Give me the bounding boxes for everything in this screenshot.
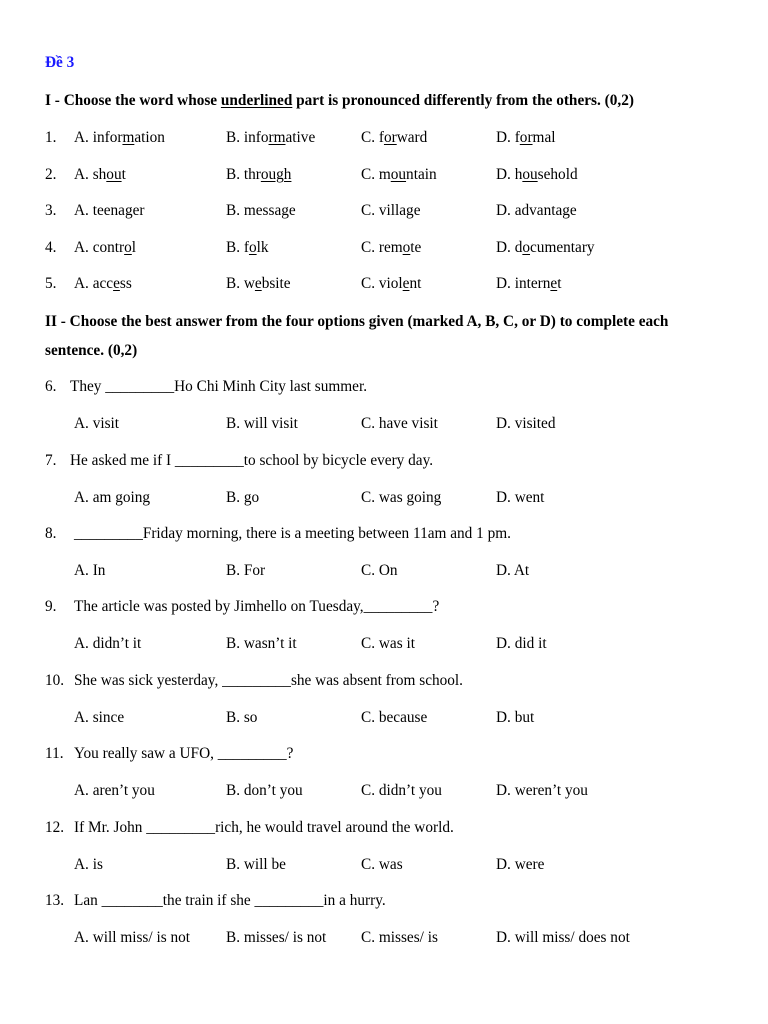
option-a: A. control — [74, 239, 137, 256]
option-b: B. will be — [226, 856, 286, 873]
question-number: 2. — [45, 166, 57, 183]
question-number: 8. — [45, 525, 57, 542]
question-number: 11. — [45, 745, 64, 762]
option-b: B. message — [226, 202, 296, 219]
section-1-heading-post: part is pronounced differently from the others. (0,2) — [292, 92, 634, 109]
question-stem: Lan ________the train if she _________in a hurry. — [74, 892, 386, 909]
option-c: C. remote — [361, 239, 422, 256]
option-c: C. have visit — [361, 415, 438, 432]
option-d: D. formal — [496, 129, 556, 146]
option-a: A. visit — [74, 415, 120, 432]
option-b: B. will visit — [226, 415, 298, 432]
question-number: 13. — [45, 892, 65, 909]
option-c: C. was it — [361, 635, 415, 652]
section-2-heading-line-2: sentence. (0,2) — [45, 342, 138, 359]
option-d: D. documentary — [496, 239, 595, 256]
option-c: C. because — [361, 709, 428, 726]
question-number: 12. — [45, 819, 65, 836]
option-c: C. violent — [361, 275, 422, 292]
option-b: B. folk — [226, 239, 269, 256]
question-number: 4. — [45, 239, 57, 256]
option-d: D. At — [496, 562, 530, 579]
option-d: D. advantage — [496, 202, 577, 219]
option-a: A. am going — [74, 489, 151, 506]
section-2-heading-line-1: II - Choose the best answer from the four options given (marked A, B, C, or D) to complete each — [45, 313, 669, 330]
option-b: B. go — [226, 489, 260, 506]
option-a: A. teenager — [74, 202, 145, 219]
option-b: B. so — [226, 709, 258, 726]
question-number: 1. — [45, 129, 57, 146]
question-number: 6. — [45, 378, 57, 395]
option-d: D. but — [496, 709, 535, 726]
option-c: C. was going — [361, 489, 442, 506]
option-a: A. aren’t you — [74, 782, 155, 799]
question-stem: She was sick yesterday, _________she was absent from school. — [74, 672, 464, 689]
option-d: D. went — [496, 489, 545, 506]
option-b: B. misses/ is not — [226, 929, 327, 946]
question-number: 3. — [45, 202, 57, 219]
option-b: B. website — [226, 275, 291, 292]
option-d: D. internet — [496, 275, 562, 292]
section-1-heading — [45, 91, 634, 111]
option-b: B. wasn’t it — [226, 635, 297, 652]
section-1-heading-pre: I - Choose the word whose — [45, 92, 221, 109]
page-title: Đề 3 — [45, 54, 75, 71]
option-c: C. village — [361, 202, 421, 219]
option-d: D. weren’t you — [496, 782, 588, 799]
question-number: 9. — [45, 598, 57, 615]
option-d: D. were — [496, 856, 545, 873]
option-a: A. didn’t it — [74, 635, 142, 652]
question-number: 10. — [45, 672, 65, 689]
option-a: A. access — [74, 275, 132, 292]
option-a: A. is — [74, 856, 103, 873]
option-c: C. didn’t you — [361, 782, 442, 799]
option-d: D. did it — [496, 635, 547, 652]
option-c: C. was — [361, 856, 403, 873]
question-stem: If Mr. John _________rich, he would travel around the world. — [74, 819, 454, 836]
option-c: C. mountain — [361, 166, 437, 183]
option-a: A. In — [74, 562, 106, 579]
question-stem: They _________Ho Chi Minh City last summer. — [70, 378, 368, 395]
option-b: B. through — [226, 166, 292, 183]
option-c: C. misses/ is — [361, 929, 438, 946]
question-stem: You really saw a UFO, _________? — [74, 745, 294, 762]
option-b: B. don’t you — [226, 782, 303, 799]
question-stem: _________Friday morning, there is a meeting between 11am and 1 pm. — [74, 525, 511, 542]
option-a: A. will miss/ is not — [74, 929, 191, 946]
question-stem: He asked me if I _________to school by bicycle every day. — [70, 452, 434, 469]
option-d: D. visited — [496, 415, 556, 432]
option-b: B. For — [226, 562, 266, 579]
option-d: D. household — [496, 166, 578, 183]
option-a: A. information — [74, 129, 165, 146]
question-stem: The article was posted by Jimhello on Tuesday,_________? — [74, 598, 440, 615]
question-number: 5. — [45, 275, 57, 292]
question-number: 7. — [45, 452, 57, 469]
section-1-heading-underlined: underlined — [220, 92, 293, 109]
option-b: B. informative — [226, 129, 316, 146]
option-a: A. shout — [74, 166, 126, 183]
option-a: A. since — [74, 709, 125, 726]
option-d: D. will miss/ does not — [496, 929, 630, 946]
option-c: C. forward — [361, 129, 428, 146]
option-c: C. On — [361, 562, 398, 579]
